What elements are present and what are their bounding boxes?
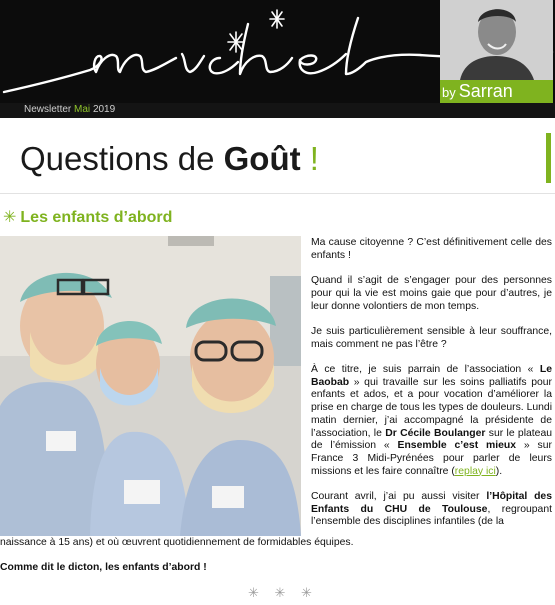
- title-accent-bar: [546, 133, 551, 183]
- doctor-name: Dr Cécile Boulanger: [385, 427, 486, 439]
- p4-text-a: À ce titre, je suis parrain de l’association «: [311, 363, 534, 375]
- paragraph-2: Quand il s’agit de s’engager pour des personnes pour qui la vie est moins gaie que pour d’autres, je leur donne volontiers de mon temps.: [311, 275, 552, 312]
- p4-text-g: » sur France 3 Midi-Pyrénées pour parler de leurs missions et les faire connaître (: [311, 440, 552, 477]
- paragraph-5-continued: naissance à 15 ans) et où œuvrent quotidiennement de formidables équipes.: [0, 537, 354, 548]
- section-heading-text: Les enfants d’abord: [20, 209, 173, 226]
- brand-by-sarran: [440, 80, 553, 103]
- star-icon: ✳: [3, 209, 17, 226]
- replay-link[interactable]: replay ici: [454, 465, 496, 477]
- p5-text-c: , regroupant l’ensemble des disciplines infantiles (de la: [311, 503, 552, 528]
- title-part1: Questions de: [20, 140, 215, 177]
- p4-text-e: sur le plateau de l’émission «: [311, 427, 553, 452]
- hospital-name: l’Hôpital des Enfants du CHU de Toulouse: [311, 491, 552, 515]
- separator-stars-icon: ✳ ✳ ✳: [248, 585, 318, 600]
- article-photo: [0, 236, 301, 536]
- article-body: [311, 237, 552, 542]
- newsletter-year: 2019: [92, 104, 116, 115]
- p4-text-h: ).: [495, 465, 503, 477]
- newsletter-prefix: Newsletter: [24, 104, 72, 115]
- paragraph-5: [311, 491, 552, 529]
- p4-text-c: » qui travaille sur les soins palliatifs pour enfants et ados, et a pour vocation d’améliorer la prise en charge de tous les types de douleurs. Lundi matin dernier, j’ai accompagné la présidente de l’association, le: [311, 376, 553, 439]
- brand-name: Sarran: [458, 81, 513, 101]
- newsletter-date-label: [24, 104, 115, 116]
- association-name: Le Baobab: [311, 363, 552, 388]
- title-row: [0, 120, 555, 196]
- title-part2: Goût: [223, 140, 301, 177]
- title-exclamation: !: [309, 140, 319, 177]
- p5-text-a: Courant avril, j’ai pu aussi visiter: [311, 491, 480, 502]
- title-divider: [0, 193, 555, 194]
- closing-line: Comme dit le dicton, les enfants d’abord !: [0, 562, 207, 573]
- page-title: [20, 140, 319, 178]
- newsletter-bar: [0, 103, 555, 118]
- show-name: Ensemble c’est mieux: [397, 440, 517, 452]
- paragraph-1: Ma cause citoyenne ? C’est définitivement celle des enfants !: [311, 237, 552, 261]
- brand-by-word: by: [442, 85, 456, 100]
- author-portrait: [440, 0, 553, 80]
- section-heading: [3, 207, 172, 227]
- newsletter-month: Mai: [74, 104, 91, 115]
- header-banner: [0, 0, 555, 118]
- paragraph-3: Je suis particulièrement sensible à leur souffrance, mais comment ne pas l’être ?: [311, 325, 552, 350]
- paragraph-4: [311, 364, 552, 478]
